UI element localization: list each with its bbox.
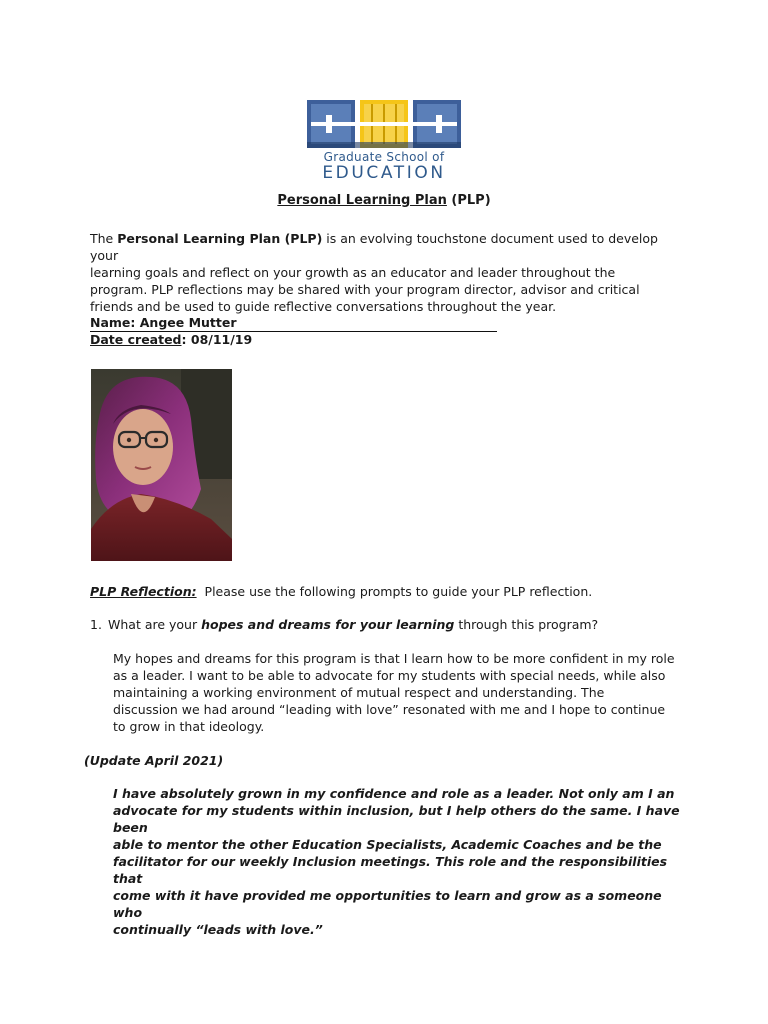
intro-line: program. PLP reflections may be shared with your program director, advisor and critical xyxy=(90,282,640,297)
answer-line: maintaining a working environment of mutual respect and understanding. The xyxy=(113,685,605,700)
update-line: facilitator for our weekly Inclusion meetings. This role and the responsibilities that xyxy=(113,854,668,886)
title-suffix: (PLP) xyxy=(446,193,491,208)
update-line: continually “leads with love.” xyxy=(113,922,323,937)
answer-line: My hopes and dreams for this program is that I learn how to be more confident in my role xyxy=(113,651,675,666)
update-line: come with it have provided me opportunities to learn and grow as a someone who xyxy=(113,888,662,920)
intro-bold: Personal Learning Plan (PLP) xyxy=(117,231,323,246)
intro-text: is an evolving touchstone document used to develop your xyxy=(90,231,658,263)
reflection-text: Please use the following prompts to guide your PLP reflection. xyxy=(196,584,593,599)
answer-line: discussion we had around “leading with love” resonated with me and I hope to continue xyxy=(113,702,666,717)
logo-mark-icon xyxy=(306,99,462,149)
date-value: : 08/11/19 xyxy=(181,332,253,347)
name-value: Name: Angee Mutter xyxy=(90,314,497,332)
intro-line: learning goals and reflect on your growth as an educator and leader throughout the xyxy=(90,265,616,280)
update-line: able to mentor the other Education Specialists, Academic Coaches and be the xyxy=(113,837,662,852)
question-text-after: through this program? xyxy=(454,617,599,632)
reflection-label: PLP Reflection: xyxy=(90,584,197,599)
reflection-prompt xyxy=(90,583,592,600)
logo-text-line1: Graduate School of xyxy=(323,150,445,164)
date-label: Date created xyxy=(90,332,182,347)
question-emphasis: hopes and dreams for your learning xyxy=(201,617,455,632)
update-line: advocate for my students within inclusion, but I help others do the same. I have been xyxy=(113,803,680,835)
intro-line xyxy=(90,230,690,264)
answer-line: to grow in that ideology. xyxy=(113,719,265,734)
update-line: I have absolutely grown in my confidence and role as a leader. Not only am I an xyxy=(113,786,675,801)
answer-1 xyxy=(113,650,693,735)
question-text-before: What are your xyxy=(108,617,202,632)
page-title xyxy=(0,193,768,208)
date-field xyxy=(90,331,252,348)
name-field xyxy=(90,314,500,332)
logo-text-line2: EDUCATION xyxy=(322,163,446,183)
intro-paragraph xyxy=(90,230,690,315)
question-1 xyxy=(90,616,598,633)
question-number: 1. xyxy=(90,617,102,632)
update-heading: (Update April 2021) xyxy=(84,753,224,768)
intro-line: friends and be used to guide reflective conversations throughout the year. xyxy=(90,299,557,314)
school-logo xyxy=(306,99,462,185)
profile-photo xyxy=(91,369,232,561)
update-body xyxy=(113,785,693,938)
title-main: Personal Learning Plan xyxy=(277,193,447,208)
intro-prefix: The xyxy=(90,231,118,246)
answer-line: as a leader. I want to be able to advocate for my students with special needs, while also xyxy=(113,668,666,683)
